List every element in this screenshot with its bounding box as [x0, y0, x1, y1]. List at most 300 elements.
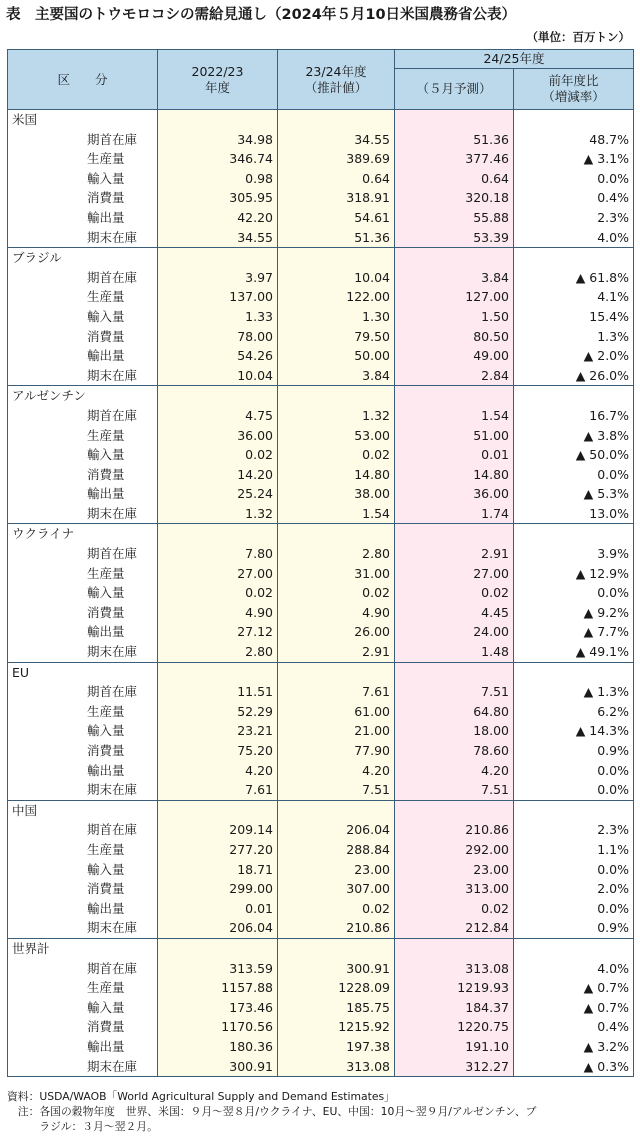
value-cell-v4: 0.0% [514, 780, 634, 800]
row-label: 期末在庫 [8, 642, 158, 662]
value-cell-v2: 53.00 [278, 426, 395, 446]
value-cell-v2: 0.64 [278, 169, 395, 189]
value-cell-v3: 51.00 [395, 426, 514, 446]
row-label: 期首在庫 [8, 959, 158, 979]
value-cell-v2: 1.54 [278, 504, 395, 524]
value-cell-v1: 7.61 [158, 780, 278, 800]
empty-cell [514, 110, 634, 130]
row-label: 消費量 [8, 603, 158, 623]
row-label: 生産量 [8, 978, 158, 998]
value-cell-v1: 1157.88 [158, 978, 278, 998]
table-row [8, 268, 634, 288]
value-cell-v1: 2.80 [158, 642, 278, 662]
row-label: 期末在庫 [8, 1057, 158, 1077]
table-row [8, 583, 634, 603]
value-cell-v1: 180.36 [158, 1037, 278, 1057]
year-note-line1: 注：各国の穀物年度 世界、米国：９月～翌８月/ウクライナ、EU、中国：10月～翌９月/アルゼンチン、ブ [7, 1105, 537, 1118]
value-cell-v3: 1220.75 [395, 1017, 514, 1037]
value-cell-v2: 1228.09 [278, 978, 395, 998]
value-cell-v3: 377.46 [395, 149, 514, 169]
value-cell-v3: 80.50 [395, 327, 514, 347]
value-cell-v4: ▲ 2.0% [514, 346, 634, 366]
row-label: 生産量 [8, 702, 158, 722]
value-cell-v2: 122.00 [278, 287, 395, 307]
value-cell-v3: 27.00 [395, 564, 514, 584]
value-cell-v2: 4.20 [278, 761, 395, 781]
section-header-row [8, 386, 634, 406]
empty-cell [514, 938, 634, 958]
value-cell-v1: 0.02 [158, 583, 278, 603]
row-label: 消費量 [8, 188, 158, 208]
unit-label: （単位：百万トン） [526, 30, 630, 44]
value-cell-v4: 0.0% [514, 899, 634, 919]
table-row [8, 761, 634, 781]
value-cell-v4: 0.0% [514, 169, 634, 189]
empty-cell [278, 800, 395, 820]
row-label: 輸出量 [8, 622, 158, 642]
value-cell-v4: ▲ 0.3% [514, 1057, 634, 1077]
value-cell-v2: 1.32 [278, 406, 395, 426]
section-4 [8, 662, 634, 800]
value-cell-v2: 4.90 [278, 603, 395, 623]
value-cell-v3: 127.00 [395, 287, 514, 307]
value-cell-v1: 0.02 [158, 445, 278, 465]
table-row [8, 504, 634, 524]
header-2022-23-line2: 年度 [204, 79, 230, 95]
value-cell-v3: 312.27 [395, 1057, 514, 1077]
value-cell-v1: 78.00 [158, 327, 278, 347]
table-row [8, 959, 634, 979]
empty-cell [158, 524, 278, 544]
empty-cell [514, 662, 634, 682]
section-name: ウクライナ [8, 524, 158, 544]
table-row [8, 327, 634, 347]
value-cell-v4: 2.0% [514, 879, 634, 899]
value-cell-v2: 79.50 [278, 327, 395, 347]
table-row [8, 998, 634, 1018]
table-row [8, 287, 634, 307]
value-cell-v4: ▲ 3.2% [514, 1037, 634, 1057]
value-cell-v3: 14.80 [395, 465, 514, 485]
value-cell-v2: 21.00 [278, 721, 395, 741]
row-label: 輸入量 [8, 169, 158, 189]
value-cell-v2: 313.08 [278, 1057, 395, 1077]
value-cell-v3: 0.01 [395, 445, 514, 465]
value-cell-v4: 0.0% [514, 465, 634, 485]
value-cell-v3: 3.84 [395, 268, 514, 288]
value-cell-v4: 4.0% [514, 959, 634, 979]
empty-cell [158, 386, 278, 406]
table-row [8, 860, 634, 880]
value-cell-v4: ▲ 3.1% [514, 149, 634, 169]
value-cell-v1: 3.97 [158, 268, 278, 288]
value-cell-v1: 1.32 [158, 504, 278, 524]
value-cell-v3: 1.74 [395, 504, 514, 524]
table-header [8, 50, 634, 110]
value-cell-v2: 0.02 [278, 445, 395, 465]
empty-cell [278, 662, 395, 682]
value-cell-v2: 61.00 [278, 702, 395, 722]
value-cell-v2: 2.91 [278, 642, 395, 662]
value-cell-v2: 389.69 [278, 149, 395, 169]
value-cell-v3: 4.20 [395, 761, 514, 781]
value-cell-v3: 292.00 [395, 840, 514, 860]
value-cell-v4: 2.3% [514, 208, 634, 228]
value-cell-v4: 1.3% [514, 327, 634, 347]
value-cell-v1: 27.12 [158, 622, 278, 642]
value-cell-v2: 288.84 [278, 840, 395, 860]
value-cell-v3: 1.50 [395, 307, 514, 327]
value-cell-v3: 0.64 [395, 169, 514, 189]
year-note-line2: ラジル：３月～翌２月。 [7, 1120, 158, 1133]
value-cell-v4: ▲ 26.0% [514, 366, 634, 386]
value-cell-v4: ▲ 3.8% [514, 426, 634, 446]
value-cell-v1: 1170.56 [158, 1017, 278, 1037]
table-row [8, 721, 634, 741]
row-label: 生産量 [8, 149, 158, 169]
section-header-row [8, 248, 634, 268]
value-cell-v1: 25.24 [158, 484, 278, 504]
value-cell-v2: 23.00 [278, 860, 395, 880]
value-cell-v4: ▲ 14.3% [514, 721, 634, 741]
row-label: 期首在庫 [8, 544, 158, 564]
table-row [8, 484, 634, 504]
value-cell-v4: ▲ 1.3% [514, 682, 634, 702]
value-cell-v2: 26.00 [278, 622, 395, 642]
row-label: 輸入量 [8, 307, 158, 327]
empty-cell [158, 248, 278, 268]
table-row [8, 622, 634, 642]
value-cell-v4: 16.7% [514, 406, 634, 426]
row-label: 生産量 [8, 564, 158, 584]
value-cell-v1: 137.00 [158, 287, 278, 307]
value-cell-v1: 10.04 [158, 366, 278, 386]
value-cell-v4: 2.3% [514, 820, 634, 840]
value-cell-v3: 0.02 [395, 583, 514, 603]
table-row [8, 346, 634, 366]
value-cell-v3: 2.84 [395, 366, 514, 386]
value-cell-v2: 77.90 [278, 741, 395, 761]
value-cell-v4: 0.9% [514, 741, 634, 761]
value-cell-v3: 53.39 [395, 228, 514, 248]
value-cell-v2: 300.91 [278, 959, 395, 979]
row-label: 輸出量 [8, 761, 158, 781]
value-cell-v1: 18.71 [158, 860, 278, 880]
value-cell-v3: 18.00 [395, 721, 514, 741]
row-label: 期首在庫 [8, 820, 158, 840]
header-24-25-group: 24/25年度 [395, 50, 634, 69]
table-row [8, 130, 634, 150]
value-cell-v1: 209.14 [158, 820, 278, 840]
value-cell-v2: 185.75 [278, 998, 395, 1018]
table-row [8, 682, 634, 702]
footnotes [7, 1089, 635, 1134]
value-cell-v3: 1.54 [395, 406, 514, 426]
empty-cell [395, 524, 514, 544]
empty-cell [158, 800, 278, 820]
row-label: 消費量 [8, 327, 158, 347]
value-cell-v2: 318.91 [278, 188, 395, 208]
value-cell-v2: 50.00 [278, 346, 395, 366]
row-label: 輸入量 [8, 721, 158, 741]
table-row [8, 307, 634, 327]
value-cell-v2: 38.00 [278, 484, 395, 504]
value-cell-v1: 0.98 [158, 169, 278, 189]
header-23-24-line2: （推計値） [304, 79, 368, 95]
value-cell-v3: 212.84 [395, 918, 514, 938]
section-name: 中国 [8, 800, 158, 820]
section-header-row [8, 938, 634, 958]
empty-cell [514, 524, 634, 544]
value-cell-v1: 1.33 [158, 307, 278, 327]
value-cell-v4: 0.0% [514, 860, 634, 880]
table-row [8, 1017, 634, 1037]
empty-cell [278, 938, 395, 958]
section-header-row [8, 800, 634, 820]
value-cell-v3: 320.18 [395, 188, 514, 208]
table-row [8, 544, 634, 564]
row-label: 消費量 [8, 465, 158, 485]
table-row [8, 741, 634, 761]
table-row [8, 366, 634, 386]
table-row [8, 603, 634, 623]
value-cell-v3: 55.88 [395, 208, 514, 228]
value-cell-v2: 3.84 [278, 366, 395, 386]
empty-cell [514, 248, 634, 268]
table-title: 表 主要国のトウモロコシの需給見通し（2024年５月10日米国農務省公表） [6, 7, 517, 23]
section-2 [8, 386, 634, 524]
table-row [8, 1057, 634, 1077]
value-cell-v1: 313.59 [158, 959, 278, 979]
row-label: 輸出量 [8, 484, 158, 504]
value-cell-v1: 34.55 [158, 228, 278, 248]
value-cell-v4: ▲ 61.8% [514, 268, 634, 288]
value-cell-v3: 2.91 [395, 544, 514, 564]
row-label: 輸出量 [8, 1037, 158, 1057]
row-label: 輸出量 [8, 899, 158, 919]
row-label: 輸入量 [8, 998, 158, 1018]
row-label: 生産量 [8, 426, 158, 446]
empty-cell [278, 110, 395, 130]
header-yoy-change [514, 69, 634, 110]
value-cell-v3: 210.86 [395, 820, 514, 840]
value-cell-v2: 7.51 [278, 780, 395, 800]
value-cell-v1: 52.29 [158, 702, 278, 722]
table-row [8, 978, 634, 998]
value-cell-v1: 75.20 [158, 741, 278, 761]
value-cell-v3: 51.36 [395, 130, 514, 150]
supply-demand-table [7, 49, 634, 1077]
row-label: 期末在庫 [8, 366, 158, 386]
value-cell-v2: 210.86 [278, 918, 395, 938]
value-cell-v1: 54.26 [158, 346, 278, 366]
value-cell-v1: 14.20 [158, 465, 278, 485]
table-row [8, 820, 634, 840]
value-cell-v2: 197.38 [278, 1037, 395, 1057]
header-2022-23-line1: 2022/23 [191, 63, 244, 79]
section-name: アルゼンチン [8, 386, 158, 406]
table-row [8, 406, 634, 426]
value-cell-v1: 206.04 [158, 918, 278, 938]
empty-cell [514, 800, 634, 820]
value-cell-v2: 307.00 [278, 879, 395, 899]
value-cell-v2: 31.00 [278, 564, 395, 584]
section-3 [8, 524, 634, 662]
value-cell-v3: 4.45 [395, 603, 514, 623]
source-note: 資料：USDA/WAOB「World Agricultural Supply and Demand Estimates」 [7, 1090, 395, 1103]
empty-cell [395, 800, 514, 820]
table-row [8, 879, 634, 899]
empty-cell [395, 110, 514, 130]
row-label: 期首在庫 [8, 682, 158, 702]
value-cell-v4: 4.0% [514, 228, 634, 248]
row-label: 期末在庫 [8, 918, 158, 938]
value-cell-v1: 11.51 [158, 682, 278, 702]
value-cell-v1: 7.80 [158, 544, 278, 564]
value-cell-v2: 10.04 [278, 268, 395, 288]
value-cell-v4: 48.7% [514, 130, 634, 150]
row-label: 期末在庫 [8, 780, 158, 800]
value-cell-v3: 0.02 [395, 899, 514, 919]
section-0 [8, 110, 634, 248]
value-cell-v4: 0.9% [514, 918, 634, 938]
value-cell-v2: 2.80 [278, 544, 395, 564]
value-cell-v4: ▲ 50.0% [514, 445, 634, 465]
table-row [8, 228, 634, 248]
table-row [8, 149, 634, 169]
value-cell-v3: 78.60 [395, 741, 514, 761]
header-2022-23 [158, 50, 278, 110]
value-cell-v4: 15.4% [514, 307, 634, 327]
table-row [8, 445, 634, 465]
value-cell-v4: ▲ 5.3% [514, 484, 634, 504]
section-6 [8, 938, 634, 1076]
header-yoy-line2: （増減率） [542, 89, 605, 104]
row-label: 輸入量 [8, 445, 158, 465]
value-cell-v4: 3.9% [514, 544, 634, 564]
table-row [8, 780, 634, 800]
section-header-row [8, 524, 634, 544]
row-label: 輸出量 [8, 208, 158, 228]
value-cell-v3: 36.00 [395, 484, 514, 504]
section-1 [8, 248, 634, 386]
row-label: 輸入量 [8, 583, 158, 603]
value-cell-v3: 64.80 [395, 702, 514, 722]
section-name: EU [8, 662, 158, 682]
value-cell-v4: 0.0% [514, 583, 634, 603]
table-row [8, 702, 634, 722]
value-cell-v3: 1.48 [395, 642, 514, 662]
value-cell-v2: 7.61 [278, 682, 395, 702]
empty-cell [158, 938, 278, 958]
value-cell-v4: 6.2% [514, 702, 634, 722]
empty-cell [395, 248, 514, 268]
row-label: 消費量 [8, 879, 158, 899]
table-row [8, 642, 634, 662]
value-cell-v2: 34.55 [278, 130, 395, 150]
empty-cell [278, 248, 395, 268]
empty-cell [514, 386, 634, 406]
value-cell-v3: 313.08 [395, 959, 514, 979]
table-row [8, 188, 634, 208]
row-label: 期首在庫 [8, 268, 158, 288]
value-cell-v4: 0.0% [514, 761, 634, 781]
value-cell-v2: 1215.92 [278, 1017, 395, 1037]
value-cell-v1: 346.74 [158, 149, 278, 169]
value-cell-v2: 206.04 [278, 820, 395, 840]
row-label: 期首在庫 [8, 130, 158, 150]
row-label: 生産量 [8, 840, 158, 860]
empty-cell [395, 662, 514, 682]
header-23-24-line1: 23/24年度 [305, 63, 367, 79]
section-name: 米国 [8, 110, 158, 130]
table-row [8, 169, 634, 189]
value-cell-v1: 4.20 [158, 761, 278, 781]
value-cell-v2: 14.80 [278, 465, 395, 485]
value-cell-v4: 0.4% [514, 1017, 634, 1037]
value-cell-v1: 277.20 [158, 840, 278, 860]
empty-cell [158, 662, 278, 682]
value-cell-v3: 23.00 [395, 860, 514, 880]
table-row [8, 1037, 634, 1057]
table-row [8, 564, 634, 584]
section-header-row [8, 110, 634, 130]
section-name: ブラジル [8, 248, 158, 268]
value-cell-v1: 34.98 [158, 130, 278, 150]
value-cell-v2: 0.02 [278, 583, 395, 603]
table-row [8, 899, 634, 919]
table-row [8, 208, 634, 228]
empty-cell [278, 524, 395, 544]
value-cell-v4: 0.4% [514, 188, 634, 208]
value-cell-v1: 27.00 [158, 564, 278, 584]
row-label: 輸出量 [8, 346, 158, 366]
value-cell-v3: 49.00 [395, 346, 514, 366]
header-yoy-line1: 前年度比 [548, 73, 599, 88]
value-cell-v3: 7.51 [395, 682, 514, 702]
header-category: 区 分 [8, 50, 158, 110]
section-header-row [8, 662, 634, 682]
row-label: 輸入量 [8, 860, 158, 880]
value-cell-v1: 36.00 [158, 426, 278, 446]
empty-cell [395, 386, 514, 406]
value-cell-v4: 4.1% [514, 287, 634, 307]
value-cell-v2: 54.61 [278, 208, 395, 228]
value-cell-v4: ▲ 7.7% [514, 622, 634, 642]
value-cell-v1: 300.91 [158, 1057, 278, 1077]
value-cell-v3: 184.37 [395, 998, 514, 1018]
value-cell-v4: 1.1% [514, 840, 634, 860]
value-cell-v2: 51.36 [278, 228, 395, 248]
row-label: 消費量 [8, 741, 158, 761]
row-label: 生産量 [8, 287, 158, 307]
value-cell-v1: 4.90 [158, 603, 278, 623]
value-cell-v4: ▲ 9.2% [514, 603, 634, 623]
header-may-forecast: （５月予測） [395, 69, 514, 110]
value-cell-v4: ▲ 49.1% [514, 642, 634, 662]
section-name: 世界計 [8, 938, 158, 958]
value-cell-v3: 313.00 [395, 879, 514, 899]
value-cell-v2: 0.02 [278, 899, 395, 919]
value-cell-v1: 42.20 [158, 208, 278, 228]
value-cell-v4: 13.0% [514, 504, 634, 524]
value-cell-v4: ▲ 0.7% [514, 998, 634, 1018]
value-cell-v1: 0.01 [158, 899, 278, 919]
value-cell-v3: 24.00 [395, 622, 514, 642]
empty-cell [278, 386, 395, 406]
value-cell-v3: 191.10 [395, 1037, 514, 1057]
row-label: 期末在庫 [8, 228, 158, 248]
